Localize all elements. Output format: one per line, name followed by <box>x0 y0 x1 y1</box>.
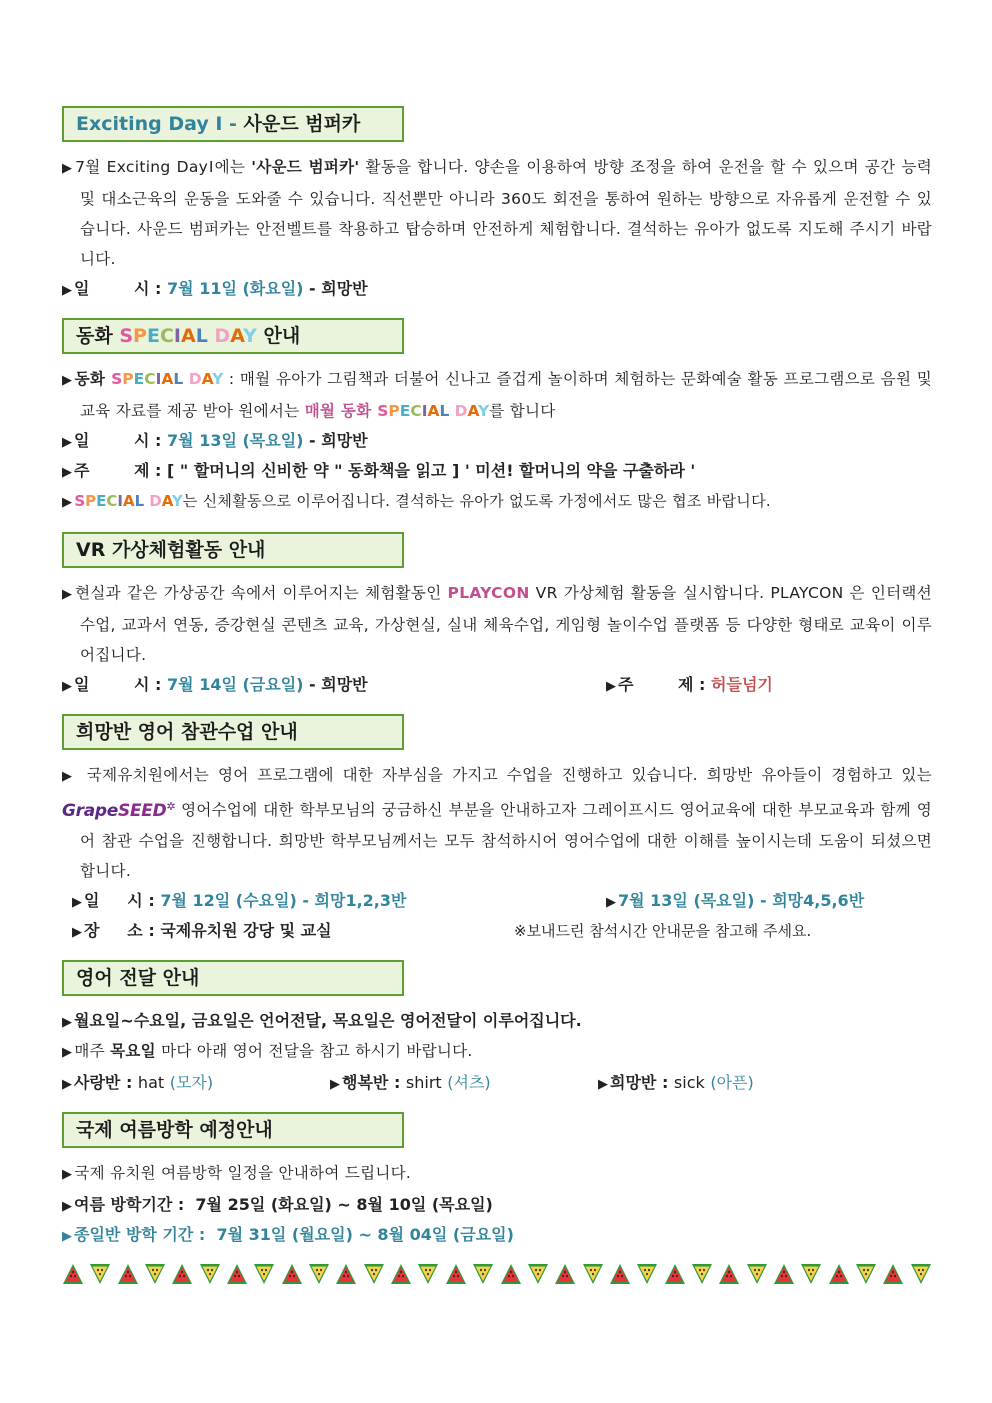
newsletter-page <box>62 106 932 1264</box>
english-class-place-row <box>62 916 932 946</box>
english-word: shirt <box>405 1073 442 1092</box>
day-word: DAY <box>149 492 183 510</box>
watermelon-slice-icon <box>226 1262 248 1286</box>
bullet-icon: ▶ <box>62 373 73 388</box>
exciting-day-date-row <box>62 274 932 304</box>
activity-name: '사운드 범퍼카' <box>251 158 360 176</box>
bullet-icon: ▶ <box>62 679 72 694</box>
word-meaning: (셔츠) <box>447 1073 491 1092</box>
melon-slice-icon <box>308 1262 330 1286</box>
date-label: 일 시 : <box>74 675 162 694</box>
melon-slice-icon <box>363 1262 385 1286</box>
melon-slice-icon <box>855 1262 877 1286</box>
special-word: SPECIAL <box>74 492 145 510</box>
watermelon-slice-icon <box>500 1262 522 1286</box>
day-word: DAY <box>188 370 224 388</box>
text: 현실과 같은 가상공간 속에서 이루어지는 체험활동인 <box>75 584 448 602</box>
bullet-icon: ▶ <box>62 587 74 602</box>
english-class-heading: 희망반 영어 참관수업 안내 <box>62 714 404 750</box>
text: : 매월 유아가 그림책과 더불어 신나고 즐겁게 놀이하며 체험하는 문화예술 활동 프로그램으로 음원 및 교육 자료를 제공 받아 원에서는 <box>80 370 932 420</box>
bullet-icon: ▶ <box>62 435 72 450</box>
class-word-item <box>330 1068 491 1100</box>
watermelon-slice-icon <box>554 1262 576 1286</box>
class-label: 행복반 : <box>342 1073 406 1092</box>
text: 국제유치원에서는 영어 프로그램에 대한 자부심을 가지고 수업을 진행하고 있습니다. 희망반 유아들이 경험하고 있는 <box>77 766 932 784</box>
exciting-day-description <box>62 152 932 274</box>
all-day-vacation-text: 종일반 방학 기간 : 7월 31일 (월요일) ~ 8월 04일 (금요일) <box>74 1225 514 1244</box>
class-name: - 희망반 <box>303 675 368 694</box>
exciting-day-heading <box>62 106 404 142</box>
date-value: 7월 13일 (목요일) <box>167 431 304 450</box>
vacation-heading: 국제 여름방학 예정안내 <box>62 1112 404 1148</box>
bullet-icon: ▶ <box>62 1229 72 1244</box>
logo-grape: Grape <box>62 801 119 821</box>
bullet-icon: ▶ <box>606 679 616 694</box>
bullet-icon: ▶ <box>62 1199 72 1214</box>
bullet-icon: ▶ <box>606 895 616 910</box>
all-day-vacation-period <box>62 1220 932 1250</box>
watermelon-slice-icon <box>882 1262 904 1286</box>
watermelon-slice-icon <box>773 1262 795 1286</box>
english-word: sick <box>673 1073 705 1092</box>
bullet-icon: ▶ <box>72 895 82 910</box>
theme-label: 주 제 : <box>74 461 162 480</box>
bullet-icon: ▶ <box>62 1015 72 1030</box>
watermelon-slice-icon <box>281 1262 303 1286</box>
bullet-icon: ▶ <box>62 465 72 480</box>
special-word: SPECIAL <box>119 325 208 347</box>
heading-text-kr: 사운드 범퍼카 <box>243 113 361 135</box>
watermelon-slice-icon <box>445 1262 467 1286</box>
english-word: hat <box>137 1073 165 1092</box>
vr-heading: VR 가상체험활동 안내 <box>62 532 404 568</box>
class-word-item <box>62 1073 213 1092</box>
text: 7월 Exciting DayⅠ에는 <box>75 158 252 176</box>
watermelon-slice-icon <box>171 1262 193 1286</box>
class-label: 사랑반 : <box>74 1073 138 1092</box>
heading-text: 동화 <box>76 325 120 347</box>
bullet-icon: ▶ <box>62 769 76 784</box>
text: 활동을 합니다. 양손을 이용하여 방향 조정을 하여 운전을 할 수 있으며 공간 능력 및 대소근육의 운동을 도와줄 수 있습니다. 직선뿐만 아니라 360도 회전을 통하여 원하는 방향으로 자유롭게 운전할 수 있습니다. 사운드 범퍼카는 안전벨트를 착용하고 탑승하며 안전하게 체험합니다. 결석하는 유아가 없도록 지도해 주시기 바랍니다. <box>80 158 932 268</box>
heading-text: Exciting Day Ⅰ - <box>76 113 244 135</box>
day-name: 목요일 <box>110 1042 156 1060</box>
melon-slice-icon <box>472 1262 494 1286</box>
text: 마다 아래 영어 전달을 참고 하시기 바랍니다. <box>155 1042 473 1060</box>
melon-slice-icon <box>417 1262 439 1286</box>
schedule-text: 월요일~수요일, 금요일은 언어전달, 목요일은 영어전달이 이루어집니다. <box>74 1011 582 1030</box>
vacation-intro <box>62 1158 932 1190</box>
vacation-period-text: 여름 방학기간 : 7월 25일 (화요일) ~ 8월 10일 (목요일) <box>74 1195 493 1214</box>
watermelon-slice-icon <box>609 1262 631 1286</box>
special-day-theme-row <box>62 456 932 486</box>
watermelon-slice-icon <box>117 1262 139 1286</box>
date-value-1: 7월 12일 (수요일) - 희망1,2,3반 <box>160 891 407 910</box>
watermelon-slice-icon <box>390 1262 412 1286</box>
english-delivery-note <box>62 1036 932 1068</box>
english-class-date-2 <box>606 886 864 918</box>
melon-slice-icon <box>527 1262 549 1286</box>
bullet-icon: ▶ <box>62 161 74 176</box>
place-label: 장 소 : <box>84 921 155 940</box>
place-value: 국제유치원 강당 및 교실 <box>160 921 332 940</box>
bullet-icon: ▶ <box>62 1045 73 1060</box>
watermelon-slice-icon <box>335 1262 357 1286</box>
day-word: DAY <box>214 325 257 347</box>
text: VR 가상체험 활동을 실시합니다. PLAYCON 은 인터랙션수업, 교과서 연동, 증강현실 콘텐츠 교육, 가상현실, 실내 체육수업, 게임형 놀이수업 플랫폼 등 다양한 형태로 교육이 이루어집니다. <box>80 584 932 664</box>
grapeseed-logo <box>62 792 176 826</box>
vr-section <box>62 532 932 700</box>
english-class-section <box>62 714 932 946</box>
vacation-section <box>62 1112 932 1250</box>
attendance-note: ※보내드린 참석시간 안내문을 참고해 주세요. <box>514 922 812 940</box>
heading-text: 안내 <box>256 325 301 347</box>
bullet-icon: ▶ <box>62 283 72 298</box>
text: 동화 <box>74 370 112 388</box>
special-day-note <box>62 486 932 518</box>
vr-date-row <box>62 670 932 700</box>
highlight-text: 매월 동화 <box>304 402 378 420</box>
english-delivery-section <box>62 960 932 1098</box>
melon-slice-icon <box>199 1262 221 1286</box>
theme-label: 주 제 : <box>618 675 706 694</box>
melon-slice-icon <box>910 1262 932 1286</box>
date-label: 일 시 : <box>74 279 162 298</box>
theme-value: [ " 할머니의 신비한 약 " 동화책을 읽고 ] ' 미션! 할머니의 약을 구출하라 ' <box>161 461 696 480</box>
english-delivery-schedule <box>62 1006 932 1036</box>
vacation-period <box>62 1190 932 1220</box>
bullet-icon: ▶ <box>62 1077 72 1092</box>
melon-slice-icon <box>746 1262 768 1286</box>
date-value-2: 7월 13일 (목요일) - 희망4,5,6반 <box>618 891 865 910</box>
playcon-brand: PLAYCON <box>447 584 530 602</box>
special-day-description <box>62 364 932 426</box>
sprout-icon: ✲ <box>166 800 176 813</box>
bullet-icon: ▶ <box>62 495 73 510</box>
bullet-icon: ▶ <box>330 1077 340 1092</box>
bullet-icon: ▶ <box>62 1167 73 1182</box>
text: 를 합니다 <box>489 402 556 420</box>
date-label: 일 시 : <box>74 431 162 450</box>
melon-slice-icon <box>89 1262 111 1286</box>
watermelon-slice-icon <box>664 1262 686 1286</box>
melon-slice-icon <box>691 1262 713 1286</box>
text: 매주 <box>74 1042 111 1060</box>
date-label: 일 시 : <box>84 891 155 910</box>
class-name: - 희망반 <box>303 279 368 298</box>
date-value: 7월 14일 (금요일) <box>167 675 304 694</box>
exciting-day-section <box>62 106 932 304</box>
melon-slice-icon <box>144 1262 166 1286</box>
english-class-date-row <box>62 886 932 916</box>
text: 영어수업에 대한 학부모님의 궁금하신 부분을 안내하고자 그레이프시드 영어교육에 대한 부모교육과 함께 영어 참관 수업을 진행합니다. 희망반 학부모님께서는 모두 참석하시어 영어수업에 대한 이해를 높이시는데 도움이 되셨으면 합니다. <box>80 801 932 880</box>
special-day-heading <box>62 318 404 354</box>
watermelon-slice-icon <box>828 1262 850 1286</box>
english-delivery-heading: 영어 전달 안내 <box>62 960 404 996</box>
vr-theme <box>606 670 773 702</box>
special-day-date-row <box>62 426 932 456</box>
vr-description <box>62 578 932 670</box>
class-name: - 희망반 <box>303 431 368 450</box>
theme-value: 허들넘기 <box>711 675 773 694</box>
text: 는 신체활동으로 이루어집니다. 결석하는 유아가 없도록 가정에서도 많은 협조 바랍니다. <box>182 492 771 510</box>
english-class-description <box>62 760 932 886</box>
day-word: DAY <box>454 402 490 420</box>
word-meaning: (모자) <box>169 1073 214 1092</box>
melon-slice-icon <box>253 1262 275 1286</box>
melon-slice-icon <box>800 1262 822 1286</box>
melon-slice-icon <box>636 1262 658 1286</box>
special-day-section <box>62 318 932 518</box>
bullet-icon: ▶ <box>598 1077 608 1092</box>
watermelon-slice-icon <box>718 1262 740 1286</box>
english-words-row <box>62 1068 932 1098</box>
text: 국제 유치원 여름방학 일정을 안내하여 드립니다. <box>74 1164 412 1182</box>
watermelon-slice-icon <box>62 1262 84 1286</box>
logo-seed: SEED <box>118 801 167 821</box>
special-word: SPECIAL <box>111 370 184 388</box>
watermelon-border <box>62 1262 932 1290</box>
word-meaning: (아픈) <box>710 1073 754 1092</box>
special-word: SPECIAL <box>377 402 450 420</box>
class-word-item <box>598 1068 754 1100</box>
date-value: 7월 11일 (화요일) <box>167 279 304 298</box>
class-label: 희망반 : <box>610 1073 674 1092</box>
bullet-icon: ▶ <box>72 925 82 940</box>
melon-slice-icon <box>582 1262 604 1286</box>
